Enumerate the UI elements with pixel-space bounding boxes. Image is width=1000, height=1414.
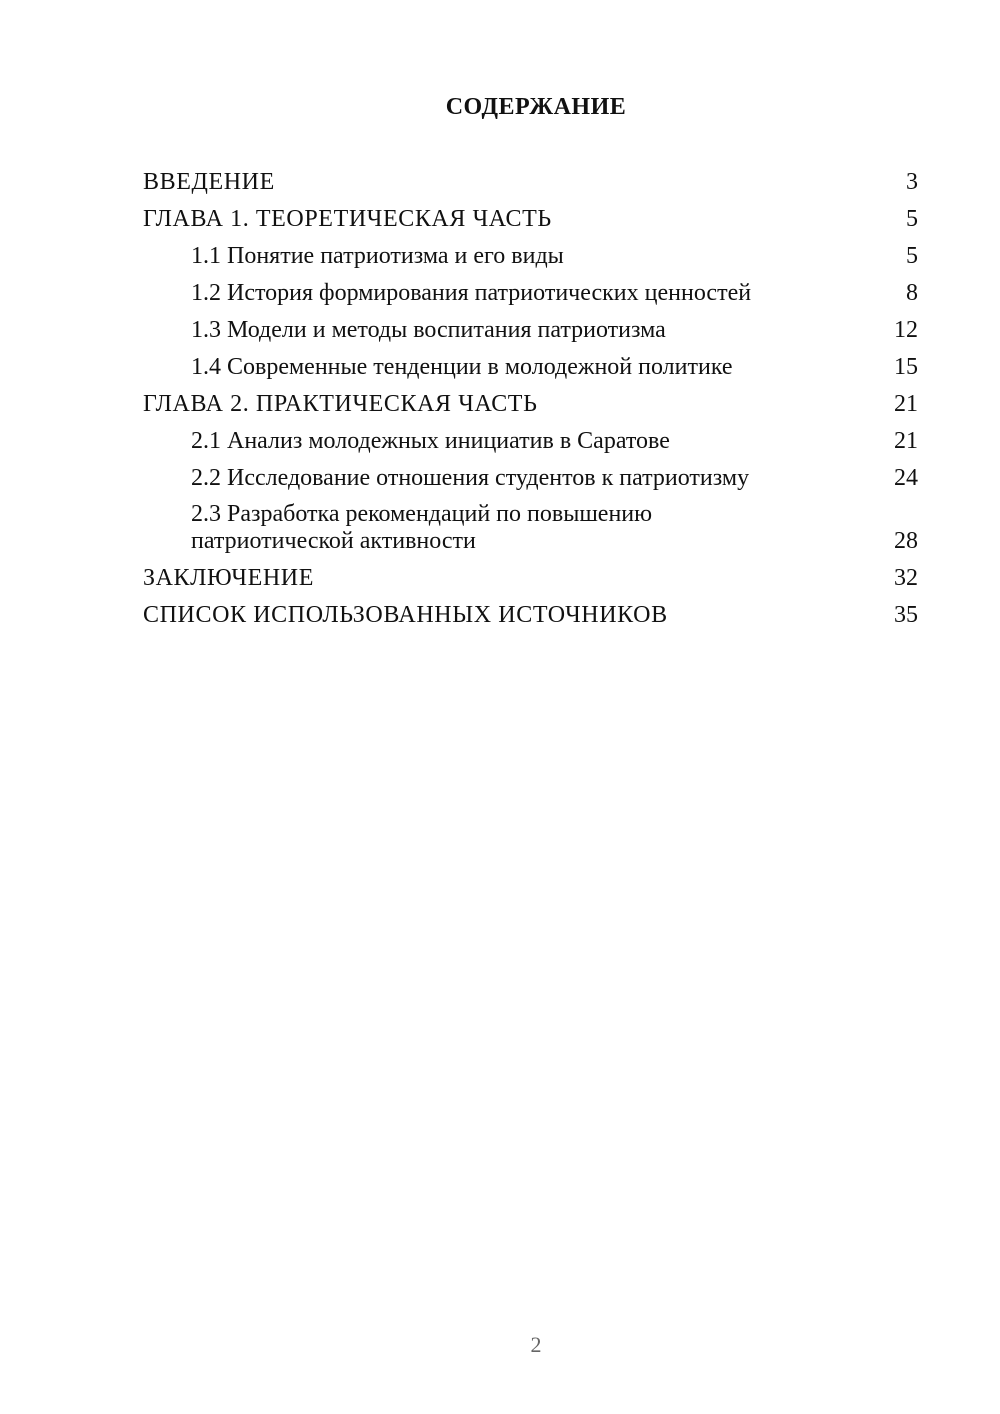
toc-entry-conclusion[interactable]: [143, 564, 918, 592]
toc-entry-1-4[interactable]: [143, 353, 918, 381]
toc-entry-page: 21: [894, 391, 918, 417]
toc-entry-page: 15: [894, 354, 918, 380]
toc-entry-text: 2.1 Анализ молодежных инициатив в Саратове: [191, 428, 670, 454]
toc-entry-text: СПИСОК ИСПОЛЬЗОВАННЫХ ИСТОЧНИКОВ: [143, 602, 668, 628]
toc-entry-page: 5: [906, 243, 918, 269]
toc-entry-text: ВВЕДЕНИЕ: [143, 169, 275, 195]
toc-entry-page: 28: [894, 528, 918, 554]
page-title: СОДЕРЖАНИЕ: [445, 94, 627, 120]
toc-entry-chapter-1[interactable]: [143, 205, 918, 233]
toc-entry-page: 35: [894, 602, 918, 628]
toc-entry-page: 3: [906, 169, 918, 195]
toc-entry-page: 32: [894, 565, 918, 591]
toc-entry-text: 1.1 Понятие патриотизма и его виды: [191, 243, 564, 269]
toc-entry-page: 8: [906, 280, 918, 306]
toc-entry-page: 5: [906, 206, 918, 232]
table-of-contents: [143, 168, 918, 638]
toc-entry-text: 1.2 История формирования патриотических ценностей: [191, 280, 752, 306]
toc-entry-1-1[interactable]: [143, 242, 918, 270]
toc-entry-page: 24: [894, 465, 918, 491]
toc-entry-2-1[interactable]: [143, 427, 918, 455]
toc-entry-page: 21: [894, 428, 918, 454]
toc-entry-1-3[interactable]: [143, 316, 918, 344]
toc-entry-page: 12: [894, 317, 918, 343]
toc-entry-text: 1.4 Современные тенденции в молодежной политике: [191, 354, 733, 380]
toc-entry-text: 1.3 Модели и методы воспитания патриотизма: [191, 317, 666, 343]
toc-entry-text: ГЛАВА 2. ПРАКТИЧЕСКАЯ ЧАСТЬ: [143, 391, 538, 417]
toc-entry-2-3[interactable]: [143, 501, 918, 555]
toc-entry-1-2[interactable]: [143, 279, 918, 307]
page-number: 2: [530, 1332, 542, 1357]
toc-entry-text: 2.2 Исследование отношения студентов к патриотизму: [191, 465, 750, 491]
toc-entry-text: ЗАКЛЮЧЕНИЕ: [143, 565, 314, 591]
toc-entry-introduction[interactable]: [143, 168, 918, 196]
toc-entry-text: 2.3 Разработка рекомендаций по повышению патриотической активности: [191, 501, 653, 554]
toc-entry-chapter-2[interactable]: [143, 390, 918, 418]
toc-entry-references[interactable]: [143, 601, 918, 629]
toc-entry-2-2[interactable]: [143, 464, 918, 492]
toc-entry-text: ГЛАВА 1. ТЕОРЕТИЧЕСКАЯ ЧАСТЬ: [143, 206, 552, 232]
